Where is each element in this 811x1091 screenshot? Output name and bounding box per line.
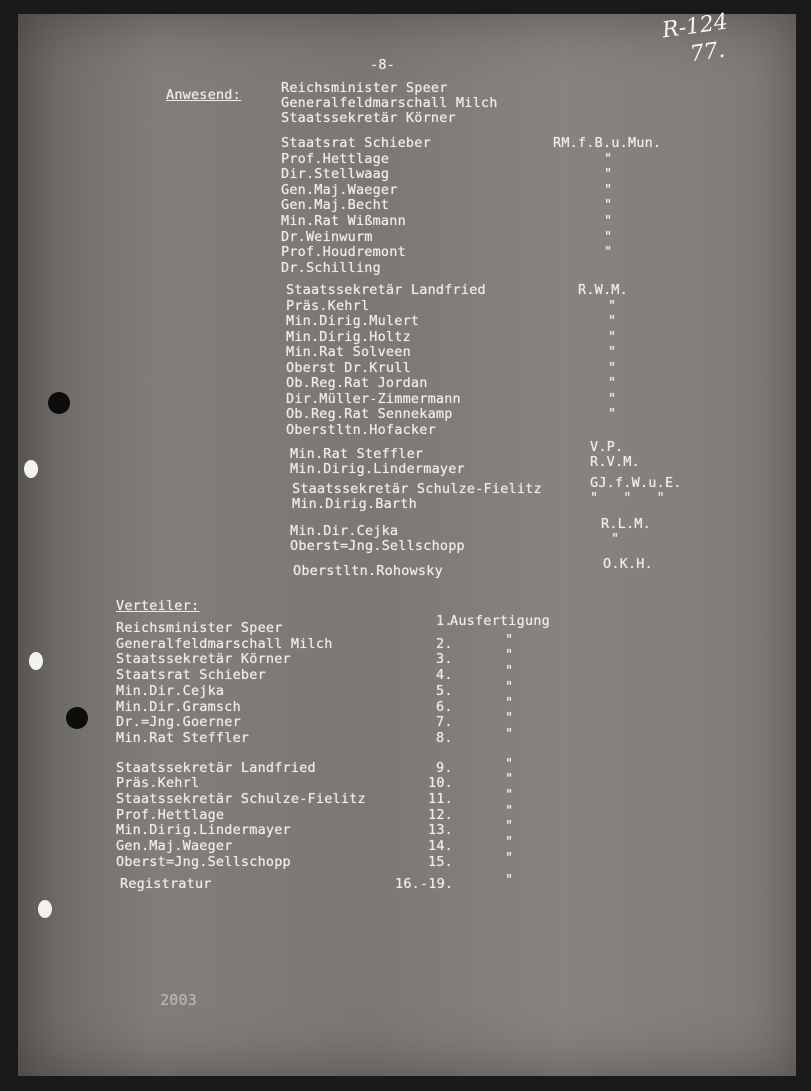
attendee-name: Staatssekretär Schulze-Fielitz xyxy=(292,481,542,497)
distribution-number: 15. xyxy=(428,854,453,870)
distribution-name: Min.Dir.Cejka xyxy=(116,683,225,699)
attendee-org: R.V.M. xyxy=(590,454,640,470)
attendee-org: RM.f.B.u.Mun. xyxy=(553,135,662,151)
distribution-number: 12. xyxy=(428,807,453,823)
attendee-name: Staatsrat Schieber xyxy=(281,135,431,151)
distribution-label: Verteiler: xyxy=(116,598,200,614)
distribution-number: 14. xyxy=(428,838,453,854)
distribution-note: " xyxy=(505,647,514,663)
distribution-note: " xyxy=(505,710,514,726)
distribution-name: Min.Dirig.Lindermayer xyxy=(116,822,291,838)
attendee-name: Reichsminister Speer xyxy=(281,80,448,96)
attendee-org: " xyxy=(608,360,617,376)
attendee-name: Prof.Houdremont xyxy=(281,244,406,260)
attendee-org: " xyxy=(611,531,620,547)
attendee-org: R.L.M. xyxy=(601,516,651,532)
punch-hole xyxy=(66,707,88,729)
distribution-name: Prof.Hettlage xyxy=(116,807,225,823)
distribution-number: 1. xyxy=(436,613,453,629)
attendee-name: Generalfeldmarschall Milch xyxy=(281,95,498,111)
distribution-number: 9. xyxy=(436,760,453,776)
distribution-note: " xyxy=(505,787,514,803)
attendee-name: Oberst Dr.Krull xyxy=(286,360,411,376)
attendee-name: Dr.Weinwurm xyxy=(281,229,373,245)
attendee-name: Dr.Schilling xyxy=(281,260,381,276)
attendee-name: Prof.Hettlage xyxy=(281,151,390,167)
distribution-number: 2. xyxy=(436,636,453,652)
distribution-number: 8. xyxy=(436,730,453,746)
distribution-note: " xyxy=(505,632,514,648)
distribution-note: " xyxy=(505,756,514,772)
distribution-name: Präs.Kehrl xyxy=(116,775,200,791)
attendee-name: Dir.Stellwaag xyxy=(281,166,390,182)
distribution-name: Dr.=Jng.Goerner xyxy=(116,714,241,730)
distribution-name: Gen.Maj.Waeger xyxy=(116,838,233,854)
distribution-name: Registratur xyxy=(120,876,212,892)
stamp-number: 2003 xyxy=(160,991,197,1009)
attendee-org: " xyxy=(604,229,613,245)
attendee-org: V.P. xyxy=(590,439,624,455)
distribution-name: Oberst=Jng.Sellschopp xyxy=(116,854,291,870)
attendee-org: " xyxy=(608,344,617,360)
attendee-name: Min.Dirig.Mulert xyxy=(286,313,420,329)
distribution-number: 11. xyxy=(428,791,453,807)
distribution-note: " xyxy=(505,834,514,850)
attendee-name: Präs.Kehrl xyxy=(286,298,370,314)
attendee-name: Staatssekretär Landfried xyxy=(286,282,486,298)
distribution-number: 3. xyxy=(436,651,453,667)
attendee-org: " " " xyxy=(590,490,665,506)
distribution-note: " xyxy=(505,850,514,866)
distribution-note: " xyxy=(505,803,514,819)
distribution-number: 7. xyxy=(436,714,453,730)
attendee-name: Min.Rat Wißmann xyxy=(281,213,406,229)
attendee-org: " xyxy=(608,375,617,391)
attendee-name: Oberstltn.Hofacker xyxy=(286,422,436,438)
attendee-name: Min.Rat Steffler xyxy=(290,446,424,462)
attendee-name: Oberstltn.Rohowsky xyxy=(293,563,443,579)
archive-mark: R-124 xyxy=(660,9,730,44)
attendee-name: Min.Dirig.Barth xyxy=(292,496,417,512)
attendee-org: " xyxy=(608,391,617,407)
attendee-org: " xyxy=(608,298,617,314)
distribution-note: " xyxy=(505,872,514,888)
distribution-note: " xyxy=(505,771,514,787)
attendee-org: " xyxy=(608,406,617,422)
attendee-name: Ob.Reg.Rat Sennekamp xyxy=(286,406,453,422)
distribution-number: 5. xyxy=(436,683,453,699)
attendee-org: " xyxy=(604,182,613,198)
attendee-name: Min.Dir.Cejka xyxy=(290,523,399,539)
distribution-name: Reichsminister Speer xyxy=(116,620,283,636)
distribution-name: Staatssekretär Körner xyxy=(116,651,291,667)
distribution-number: 6. xyxy=(436,699,453,715)
distribution-note: " xyxy=(505,726,514,742)
distribution-name: Min.Rat Steffler xyxy=(116,730,250,746)
distribution-number: 16.-19. xyxy=(395,876,454,892)
distribution-name: Staatssekretär Landfried xyxy=(116,760,316,776)
attendee-name: Dir.Müller-Zimmermann xyxy=(286,391,461,407)
present-label: Anwesend: xyxy=(166,87,241,103)
distribution-note: Ausfertigung xyxy=(450,613,550,629)
distribution-name: Generalfeldmarschall Milch xyxy=(116,636,333,652)
attendee-name: Oberst=Jng.Sellschopp xyxy=(290,538,465,554)
distribution-note: " xyxy=(505,695,514,711)
distribution-number: 4. xyxy=(436,667,453,683)
punch-hole xyxy=(48,392,70,414)
attendee-org: " xyxy=(604,213,613,229)
edge-notch xyxy=(29,652,43,670)
attendee-org: " xyxy=(608,329,617,345)
distribution-note: " xyxy=(505,679,514,695)
attendee-name: Min.Dirig.Lindermayer xyxy=(290,461,465,477)
attendee-org: " xyxy=(604,166,613,182)
distribution-note: " xyxy=(505,663,514,679)
distribution-number: 10. xyxy=(428,775,453,791)
distribution-name: Staatsrat Schieber xyxy=(116,667,266,683)
attendee-name: Gen.Maj.Becht xyxy=(281,197,390,213)
attendee-org: " xyxy=(604,244,613,260)
distribution-name: Min.Dir.Gramsch xyxy=(116,699,241,715)
attendee-org: " xyxy=(608,313,617,329)
attendee-org: " xyxy=(604,197,613,213)
attendee-name: Gen.Maj.Waeger xyxy=(281,182,398,198)
distribution-number: 13. xyxy=(428,822,453,838)
attendee-org: GJ.f.W.u.E. xyxy=(590,475,682,491)
attendee-name: Min.Dirig.Holtz xyxy=(286,329,411,345)
edge-notch xyxy=(24,460,38,478)
distribution-note: " xyxy=(505,818,514,834)
attendee-org: " xyxy=(604,151,613,167)
attendee-name: Ob.Reg.Rat Jordan xyxy=(286,375,428,391)
archive-mark: 77. xyxy=(688,37,727,68)
distribution-name: Staatssekretär Schulze-Fielitz xyxy=(116,791,366,807)
attendee-org: O.K.H. xyxy=(603,556,653,572)
edge-notch xyxy=(38,900,52,918)
attendee-name: Min.Rat Solveen xyxy=(286,344,411,360)
page-number: -8- xyxy=(370,57,395,73)
attendee-name: Staatssekretär Körner xyxy=(281,110,456,126)
attendee-org: R.W.M. xyxy=(578,282,628,298)
